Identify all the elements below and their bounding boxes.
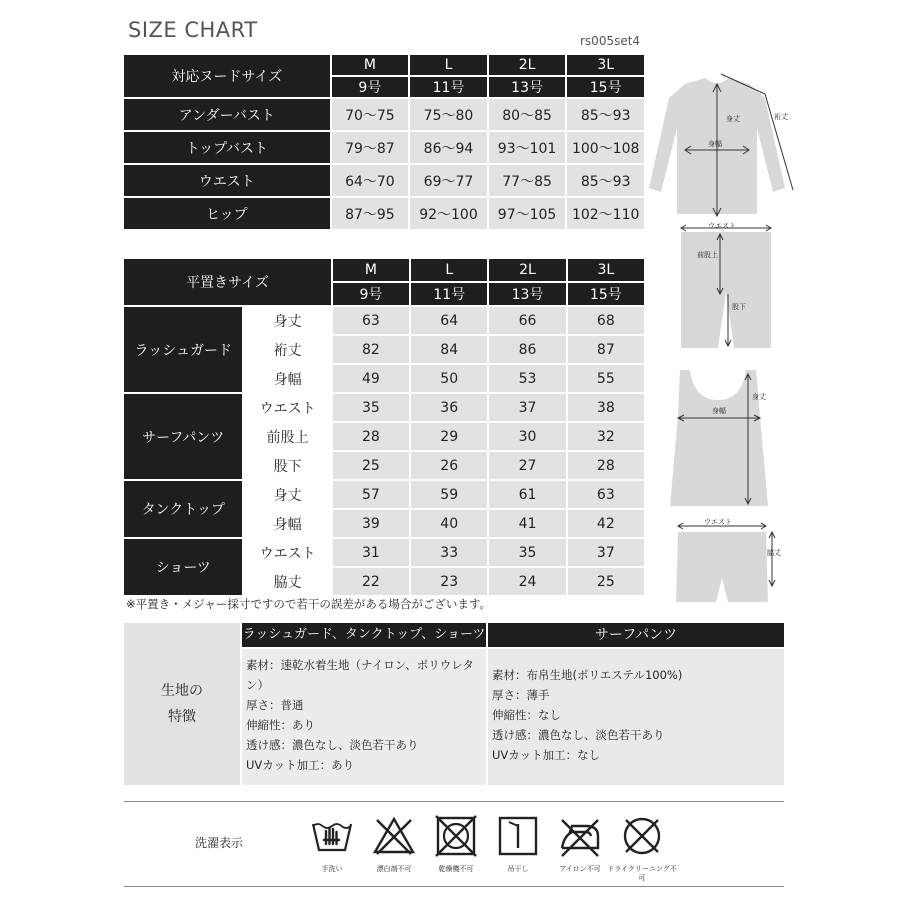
line-dry-icon [496,814,540,858]
feature-line: ン） [246,678,269,692]
figure-label: 身幅 [712,407,726,415]
cell: 30 [489,423,565,450]
row-label: 脇丈 [244,568,330,595]
no-bleach-icon [372,814,416,858]
figure-label: 身丈 [752,393,766,401]
size-number: 9号 [333,283,409,305]
cell: 53 [489,365,565,392]
cell: 87〜95 [332,198,409,229]
washing-label: 洗濯表示 [195,836,244,850]
group-label-shorts: ショーツ [124,539,242,595]
figure-label: ウエスト [708,222,736,230]
cell: 63 [568,481,644,508]
cell: 35 [489,539,565,566]
no-dry-clean-icon [620,814,664,858]
cell: 27 [489,452,565,479]
cell: 86 [489,336,565,363]
table-row [124,198,644,229]
table-row [124,539,644,566]
cell: 25 [568,568,644,595]
product-code: rs005set4 [580,34,641,48]
feature-line: 厚さ：薄手 [492,688,550,702]
cell: 41 [489,510,565,537]
size-number: 13号 [489,283,565,305]
cell: 93〜101 [489,132,566,163]
measurement-note: ※平置き・メジャー採寸ですので若干の誤差がある場合がございます。 [126,597,491,611]
cell: 82 [333,336,409,363]
figure-label: 裄丈 [774,113,788,121]
cell: 70〜75 [332,99,409,130]
cell: 86〜94 [410,132,487,163]
cell: 37 [568,539,644,566]
cell: 59 [411,481,487,508]
cell: 80〜85 [489,99,566,130]
cell: 97〜105 [489,198,566,229]
cell: 26 [411,452,487,479]
flat-size-table [122,257,646,597]
group-label-surf-pants: サーフパンツ [124,394,242,479]
feature-line: 伸縮性：あり [246,718,315,732]
row-label: 身幅 [244,365,330,392]
table-row [124,394,644,421]
row-label: ヒップ [124,198,330,229]
feature-line: 透け感：濃色なし、淡色若干あり [492,728,665,742]
row-label: 股下 [244,452,330,479]
size-number: 13号 [489,77,566,97]
cell: 63 [333,307,409,334]
cell: 77〜85 [489,165,566,196]
size-header: M [333,259,409,281]
features-right-head: サーフパンツ [488,623,784,647]
cell: 84 [411,336,487,363]
page-title: SIZE CHART [128,18,258,42]
cell: 61 [489,481,565,508]
cell: 28 [568,452,644,479]
row-label: ウエスト [244,394,330,421]
feature-line: 素材：布帛生地(ポリエステル100%) [492,668,683,682]
size-number: 11号 [411,283,487,305]
size-number: 9号 [332,77,409,97]
nude-header-label: 対応ヌードサイズ [124,55,330,97]
features-right [488,623,784,785]
features-left-head: ラッシュガード、タンクトップ、ショーツ [242,623,486,647]
features-label [124,623,240,785]
table-row [124,165,644,196]
cell: 68 [568,307,644,334]
cell: 102〜110 [567,198,644,229]
cell: 23 [411,568,487,595]
cell: 85〜93 [567,99,644,130]
cell: 100〜108 [567,132,644,163]
table-row [124,99,644,130]
cell: 49 [333,365,409,392]
cell: 37 [489,394,565,421]
row-label: 身幅 [244,510,330,537]
cell: 29 [411,423,487,450]
cell: 38 [568,394,644,421]
flat-header-label: 平置きサイズ [124,259,331,305]
cell: 35 [333,394,409,421]
figure-label: 脇丈 [767,549,781,557]
group-label-tank-top: タンクトップ [124,481,242,537]
no-iron-icon [558,814,602,858]
features-label-line1: 生地の [161,683,203,699]
features-left [242,623,486,785]
feature-line: 伸縮性：なし [492,708,561,722]
cell: 57 [333,481,409,508]
cell: 28 [333,423,409,450]
divider-bottom [124,886,784,887]
hand-wash-icon [310,814,354,858]
cell: 79〜87 [332,132,409,163]
features-left-body [242,649,486,785]
size-header: L [411,259,487,281]
cell: 85〜93 [567,165,644,196]
feature-line: UVカット加工：なし [492,748,601,762]
group-label-rashguard: ラッシュガード [124,307,242,392]
row-label: 前股上 [244,423,330,450]
cell: 69〜77 [410,165,487,196]
cell: 92〜100 [410,198,487,229]
wash-caption: 手洗い [321,865,343,873]
feature-line: 素材：速乾水着生地（ナイロン、ポリウレタ [246,658,474,672]
row-label: ウエスト [124,165,330,196]
table-row [124,132,644,163]
cell: 24 [489,568,565,595]
row-label: アンダーバスト [124,99,330,130]
wash-caption: アイロン不可 [559,865,601,873]
cell: 50 [411,365,487,392]
features-label-line2: 特徴 [168,709,196,725]
row-label: 裄丈 [244,336,330,363]
cell: 40 [411,510,487,537]
cell: 55 [568,365,644,392]
cell: 75〜80 [410,99,487,130]
size-number: 15号 [568,283,644,305]
size-header: L [410,55,487,75]
size-header: 2L [489,55,566,75]
cell: 64 [411,307,487,334]
size-header: 3L [568,259,644,281]
figure-label: ウエスト [704,518,732,526]
size-header: M [332,55,409,75]
shorts-figure [670,514,780,606]
table-row [124,307,644,334]
figure-label: 前股上 [697,251,718,259]
cell: 42 [568,510,644,537]
cell: 64〜70 [332,165,409,196]
cell: 39 [333,510,409,537]
size-number: 15号 [567,77,644,97]
wash-caption: 吊干し [507,865,529,873]
wash-caption: 乾燥機不可 [438,865,474,873]
size-header: 3L [567,55,644,75]
cell: 31 [333,539,409,566]
cell: 66 [489,307,565,334]
wash-caption: ドライクリーニング不可 [607,865,677,882]
wash-caption: 漂白剤不可 [376,865,412,873]
fabric-features [124,623,784,785]
cell: 25 [333,452,409,479]
cell: 87 [568,336,644,363]
divider-top [124,801,784,802]
features-right-body [488,649,784,785]
feature-line: 厚さ：普通 [246,698,304,712]
cell: 33 [411,539,487,566]
tank-top-figure [664,366,776,512]
feature-line: 透け感：濃色なし、淡色若干あり [246,738,419,752]
row-label: ウエスト [244,539,330,566]
cell: 32 [568,423,644,450]
row-label: 身丈 [244,307,330,334]
table-row [124,481,644,508]
figure-label: 身丈 [726,115,740,123]
row-label: トップバスト [124,132,330,163]
cell: 36 [411,394,487,421]
row-label: 身丈 [244,481,330,508]
figure-label: 身幅 [708,140,722,148]
surf-pants-figure [676,222,776,350]
feature-line: UVカット加工：あり [246,758,355,772]
size-number: 11号 [410,77,487,97]
figure-label: 股下 [732,303,746,311]
cell: 22 [333,568,409,595]
size-header: 2L [489,259,565,281]
nude-size-table [122,53,646,231]
no-tumble-dry-icon [434,814,478,858]
